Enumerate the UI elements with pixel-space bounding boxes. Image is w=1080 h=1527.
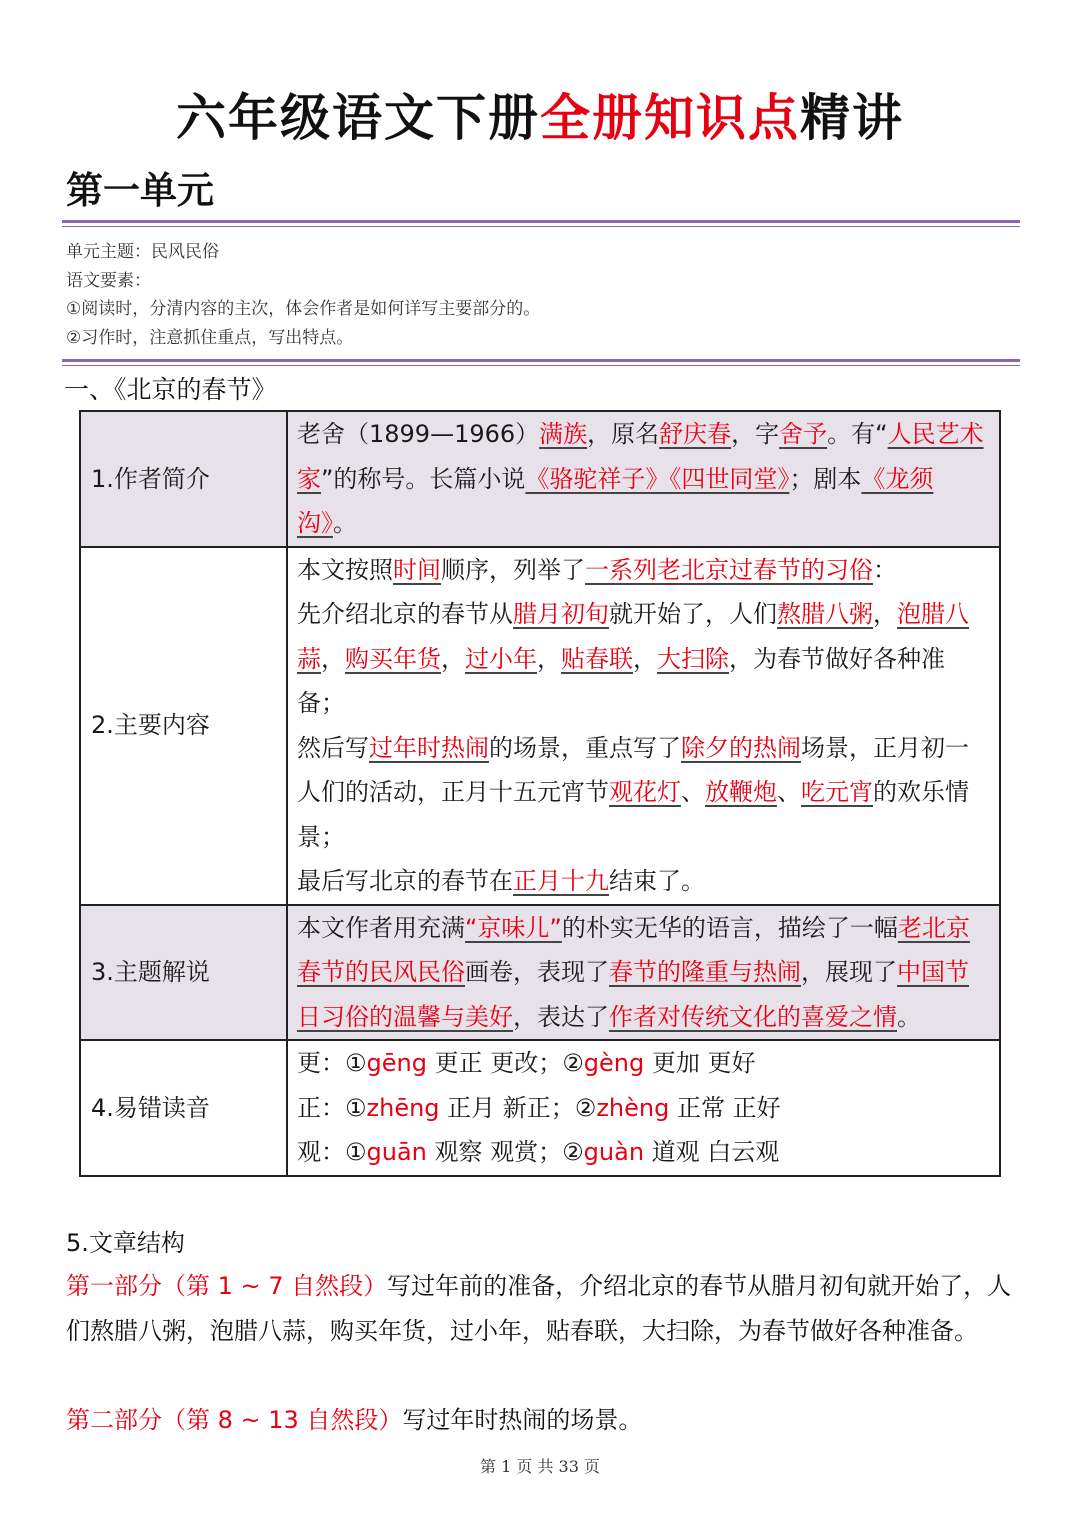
- part-label: 第二部分（第 8 ~ 13 自然段）: [66, 1406, 403, 1434]
- table-row-content: [80, 547, 1000, 905]
- structure-part-1: [66, 1264, 1020, 1353]
- table-row-author: [80, 411, 1000, 547]
- content-line: 最后写北京的春节在正月十九结束了。: [297, 867, 705, 895]
- title-part-1: 六年级语文下册: [176, 89, 540, 147]
- table-row-theme: [80, 905, 1000, 1041]
- row-label: 4.易错读音: [80, 1040, 287, 1176]
- divider-bottom: [62, 359, 1020, 366]
- document-title: [0, 78, 1080, 150]
- table-row-pronunciation: [80, 1040, 1000, 1176]
- page-number: 第 1 页 共 33 页: [480, 1457, 600, 1476]
- element-2: ②习作时，注意抓住重点，写出特点。: [66, 327, 354, 348]
- divider-top: [62, 220, 1020, 227]
- main-content: [287, 547, 1000, 905]
- row-label: 3.主题解说: [80, 905, 287, 1041]
- structure-heading: 5.文章结构: [66, 1229, 185, 1257]
- part-text: 写过年前的准备，介绍北京的春节从腊月初旬就开始了，人们熬腊八粥，泡腊八蒜，购买年货，过小年，贴春联，大扫除，为春节做好各种准备。: [66, 1272, 1012, 1345]
- row-label: 1.作者简介: [80, 411, 287, 547]
- row-label: 2.主要内容: [80, 547, 287, 905]
- author-content: 老舍（1899—1966）满族，原名舒庆春，字舍予。有“人民艺术家”的称号。长篇小说《骆驼祥子》《四世同堂》；剧本《龙须沟》。: [287, 411, 1000, 547]
- unit-heading: 第一单元: [66, 169, 214, 212]
- title-part-3: 精讲: [800, 89, 904, 147]
- theme-content: 本文作者用充满“京味儿”的朴实无华的语言，描绘了一幅老北京春节的民风民俗画卷，表现了春节的隆重与热闹，展现了中国节日习俗的温馨与美好，表达了作者对传统文化的喜爱之情。: [287, 905, 1000, 1041]
- structure-part-2: [66, 1398, 1020, 1443]
- part-text: 写过年时热闹的场景。: [402, 1406, 643, 1434]
- pronunciation-content: [287, 1040, 1000, 1176]
- pronunciation-line: 更：①gēng 更正 更改；②gèng 更加 更好: [297, 1049, 756, 1077]
- pronunciation-line: 观：①guān 观察 观赏；②guàn 道观 白云观: [297, 1138, 780, 1166]
- element-1: ①阅读时，分清内容的主次，体会作者是如何详写主要部分的。: [66, 299, 541, 319]
- title-part-2: 全册知识点: [540, 89, 800, 147]
- section-heading: 一、《北京的春节》: [64, 375, 277, 404]
- unit-theme: 单元主题：民风民俗: [66, 242, 219, 262]
- part-label: 第一部分（第 1 ~ 7 自然段）: [66, 1272, 388, 1300]
- elements-label: 语文要素：: [66, 270, 151, 291]
- pronunciation-line: 正：①zhēng 正月 新正；②zhèng 正常 正好: [297, 1093, 781, 1122]
- knowledge-table: [79, 410, 1001, 1177]
- content-line: 本文按照时间顺序，列举了一系列老北京过春节的习俗：: [297, 555, 897, 584]
- content-line: 然后写过年时热闹的场景，重点写了除夕的热闹场景，正月初一人们的活动，正月十五元宵节观花灯、放鞭炮、吃元宵的欢乐情景；: [297, 733, 969, 851]
- content-line: 先介绍北京的春节从腊月初旬就开始了，人们熬腊八粥，泡腊八蒜，购买年货，过小年，贴春联，大扫除，为春节做好各种准备；: [297, 600, 969, 717]
- unit-meta: [66, 238, 540, 352]
